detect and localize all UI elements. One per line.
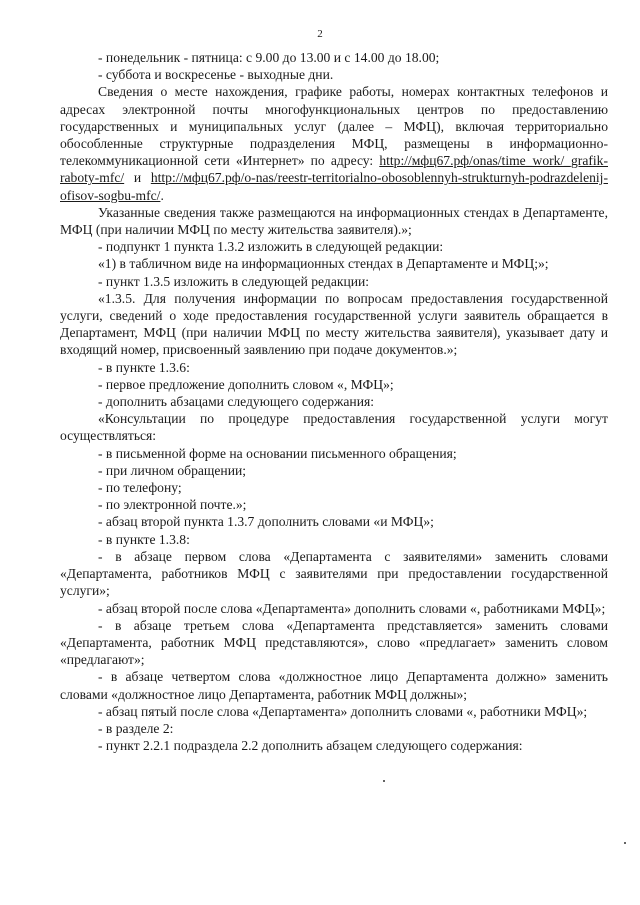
paragraph: - абзац пятый после слова «Департамента» дополнить словами «, работники МФЦ»; xyxy=(98,703,588,719)
scan-speck xyxy=(383,780,385,782)
list-item: - в письменной форме на основании письменного обращения; xyxy=(98,445,457,461)
paragraph: «Консультации по процедуре предоставления государственной услуги могут осуществляться: xyxy=(60,411,608,444)
link-mfc-registry[interactable]: http://мфц67.рф/o-nas/reestr-territorialno-obosoblennyh-strukturnyh-podrazdelenij-ofisov-sogbu-mfc/ xyxy=(60,170,608,203)
document-body xyxy=(60,49,608,754)
paragraph: - пункт 2.2.1 подраздела 2.2 дополнить абзацем следующего содержания: xyxy=(98,738,523,754)
paragraph: - дополнить абзацами следующего содержания: xyxy=(98,394,375,410)
list-item: - по электронной почте.»; xyxy=(98,497,247,513)
paragraph: - абзац второй пункта 1.3.7 дополнить словами «и МФЦ»; xyxy=(98,514,434,530)
paragraph: - в абзаце первом слова «Департамента с заявителями» заменить словами «Департамента, работников МФЦ с заявителями при предоставлении государственной услуги»; xyxy=(60,548,608,599)
paragraph: «1.3.5. Для получения информации по вопросам предоставления государственной услуги, сведений о ходе предоставления государственной услуги заявитель обращается в Департамент, МФЦ (при наличии МФЦ по месту жительства заявителя), указывает дату и входящий номер, присвоенный заявлению при подаче документов.»; xyxy=(60,290,608,358)
scan-speck xyxy=(624,842,626,844)
paragraph-mfc-info xyxy=(60,83,608,203)
period: . xyxy=(160,187,164,203)
paragraph: - понедельник - пятница: с 9.00 до 13.00 и с 14.00 до 18.00; xyxy=(98,50,440,65)
paragraph: - в пункте 1.3.6: xyxy=(98,359,190,375)
list-item: - при личном обращении; xyxy=(98,462,247,478)
page-number: 2 xyxy=(317,28,323,40)
paragraph: - первое предложение дополнить словом «, МФЦ»; xyxy=(98,376,394,392)
paragraph: - подпункт 1 пункта 1.3.2 изложить в следующей редакции: xyxy=(98,239,444,255)
paragraph: - суббота и воскресенье - выходные дни. xyxy=(98,67,334,83)
paragraph: - в разделе 2: xyxy=(98,720,174,736)
paragraph: Указанные сведения также размещаются на информационных стендах в Департаменте, МФЦ (при наличии МФЦ по месту жительства заявителя).»; xyxy=(60,204,608,238)
paragraph: - в абзаце третьем слова «Департамента представляется» заменить словами «Департамента, работник МФЦ представляются», слово «предлагает» заменить словом «предлагают»; xyxy=(60,617,608,668)
paragraph: - в абзаце четвертом слова «должностное лицо Департамента должно» заменить словами «должностное лицо Департамента, работник МФЦ должны»; xyxy=(60,669,608,702)
list-item: - по телефону; xyxy=(98,480,182,496)
paragraph: - пункт 1.3.5 изложить в следующей редакции: xyxy=(98,273,370,289)
paragraph: - в пункте 1.3.8: xyxy=(98,531,190,547)
paragraph: «1) в табличном виде на информационных стендах в Департаменте и МФЦ;»; xyxy=(98,256,549,272)
paragraph: - абзац второй после слова «Департамента» дополнить словами «, работниками МФЦ»; xyxy=(98,600,606,616)
conjunction: и xyxy=(133,170,142,186)
paragraph-text: Сведения о месте нахождения, графике работы, номерах контактных телефонов и адресах электронной почты многофункциональных центров по предоставлению государственных и муниципальных услуг (далее – МФЦ), включая территориально обособленные структурные подразделения МФЦ, размещены в информационно-телекоммуникационной сети «Интернет» по адресу: xyxy=(60,84,608,169)
link-mfc-schedule[interactable]: http://мфц67.рф/onas/time_work/_grafik-raboty-mfc/ xyxy=(60,153,608,186)
